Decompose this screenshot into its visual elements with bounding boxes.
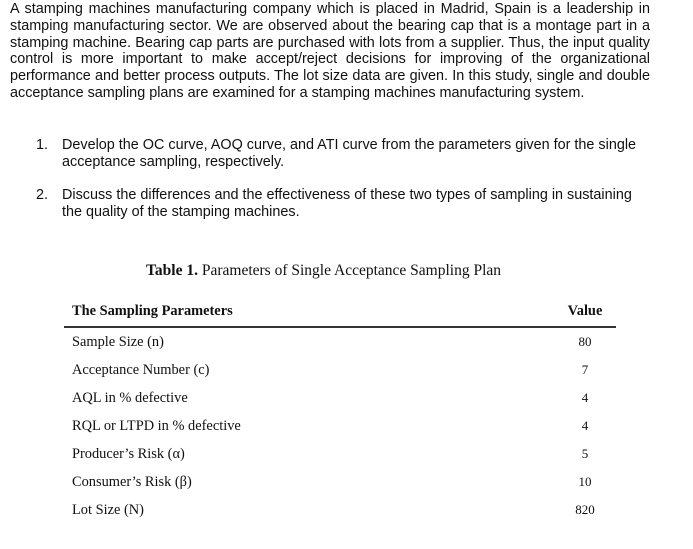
question-number: 1. xyxy=(36,137,49,153)
row-param: Lot Size (N) xyxy=(72,501,144,518)
row-param: RQL or LTPD in % defective xyxy=(72,417,241,434)
row-value: 4 xyxy=(581,418,589,433)
question-number: 2. xyxy=(36,187,49,203)
row-value: 80 xyxy=(554,327,616,356)
table-header-row xyxy=(64,296,616,327)
table-row xyxy=(64,440,616,468)
header-value: Value xyxy=(554,296,616,327)
question-text: Discuss the differences and the effectiveness of these two types of sampling in sustaining the quality of the stamping machines. xyxy=(62,187,632,220)
row-value: 5 xyxy=(581,446,589,461)
question-list xyxy=(36,137,648,171)
row-param: Acceptance Number (c) xyxy=(72,361,210,378)
table-caption xyxy=(146,262,606,280)
question-item-1 xyxy=(36,137,648,171)
table-caption-label: Table 1. xyxy=(146,262,198,279)
intro-paragraph: A stamping machines manufacturing company which is placed in Madrid, Spain is a leadership in stamping manufacturing sector. We are observed about the bearing cap that is a montage part in a stamping machine. Bearing cap parts are purchased with lots from a supplier. Thus, the input quality control is more important to make accept/reject decisions for improving of the organizational performance and better process outputs. The lot size data are given. In this study, single and double acceptance sampling plans are examined for a stamping machines manufacturing system. xyxy=(10,1,650,101)
table-row xyxy=(64,327,616,356)
table-row xyxy=(64,468,616,496)
row-param: Consumer’s Risk (β) xyxy=(72,473,192,490)
table-row xyxy=(64,412,616,440)
row-param: AQL in % defective xyxy=(72,389,188,406)
question-item-2 xyxy=(36,187,648,221)
parameters-table xyxy=(64,296,616,524)
question-list-2 xyxy=(36,187,648,221)
row-value: 10 xyxy=(578,474,592,489)
table-row xyxy=(64,384,616,412)
table-caption-text: Parameters of Single Acceptance Sampling Plan xyxy=(201,262,502,279)
table-row xyxy=(64,356,616,384)
row-param: Producer’s Risk (α) xyxy=(72,445,185,462)
row-value: 7 xyxy=(581,362,589,377)
row-value: 820 xyxy=(575,502,595,517)
table-row xyxy=(64,496,616,524)
header-param: The Sampling Parameters xyxy=(64,296,554,327)
row-param: Sample Size (n) xyxy=(64,327,554,356)
row-value: 4 xyxy=(581,390,589,405)
question-text: Develop the OC curve, AOQ curve, and ATI curve from the parameters given for the single acceptance sampling, respectively. xyxy=(62,137,637,170)
